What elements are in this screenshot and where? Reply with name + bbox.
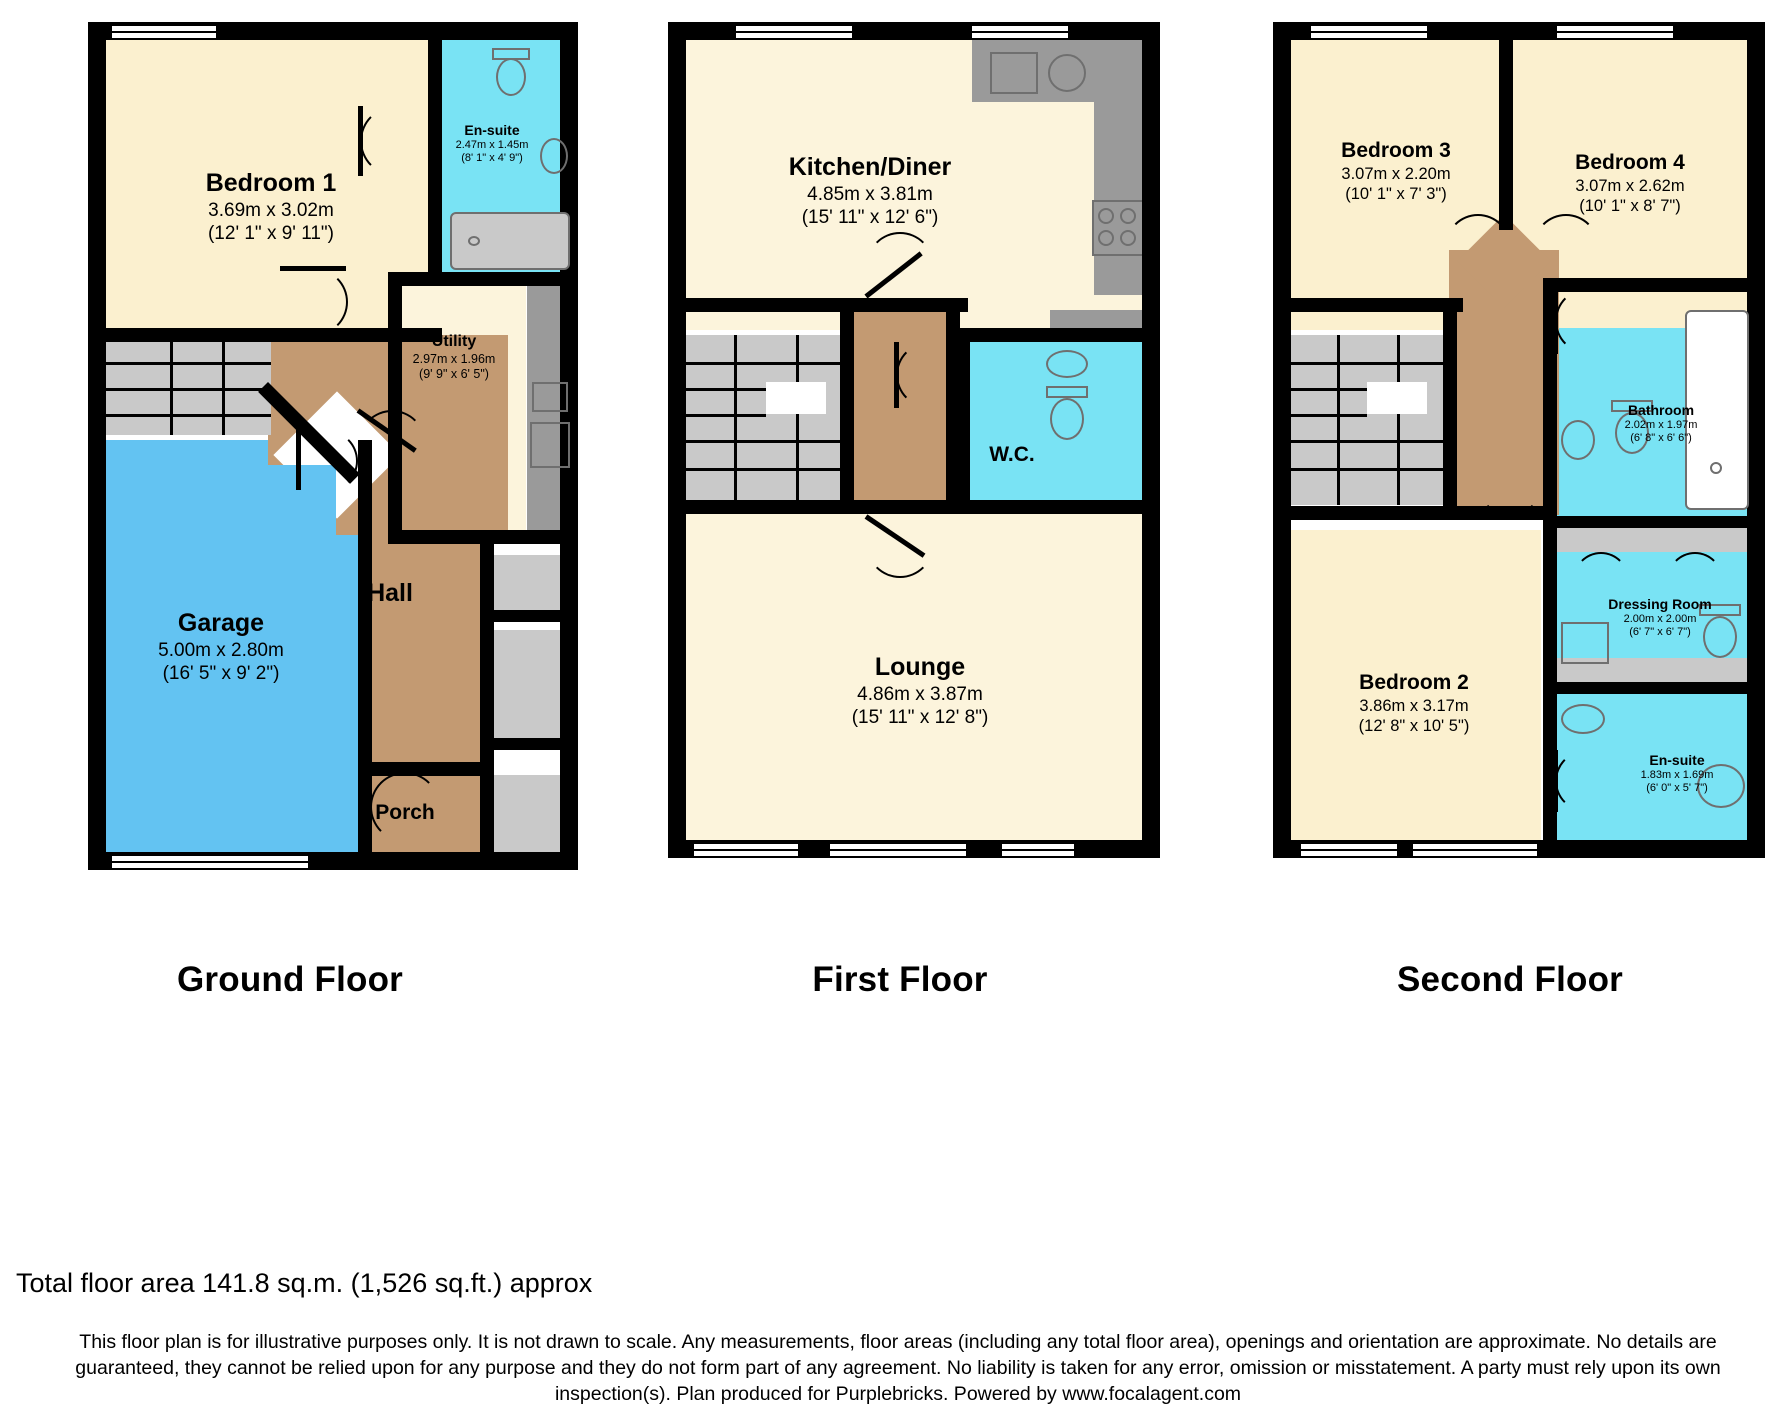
label-porch: Porch bbox=[375, 801, 435, 824]
second-floor-plan bbox=[1255, 10, 1785, 890]
door-ensuite-ground-leaf bbox=[358, 106, 363, 176]
label-bedroom-2: Bedroom 2 3.86m x 3.17m (12' 8" x 10' 5") bbox=[1358, 671, 1470, 735]
label-utility: Utility 2.97m x 1.96m (9' 9" x 6' 5") bbox=[412, 333, 496, 381]
door-ensuite-ground bbox=[360, 106, 430, 176]
stair-tread bbox=[796, 335, 799, 382]
label-hall: Hall bbox=[367, 579, 413, 607]
label-garage: Garage 5.00m x 2.80m (16' 5" x 9' 2") bbox=[158, 609, 284, 684]
stair-tread bbox=[796, 414, 799, 505]
stair-tread bbox=[682, 468, 847, 471]
bathtub-icon bbox=[1685, 310, 1749, 510]
toilet-icon bbox=[1615, 412, 1649, 454]
kitchen-inner-cut bbox=[972, 102, 1094, 295]
wall-utility-top bbox=[388, 272, 578, 286]
sink-icon bbox=[540, 138, 568, 174]
door-wardrobe-top-2 bbox=[1667, 552, 1723, 608]
label-ensuite-ground: En-suite 2.47m x 1.45m (8' 1" x 4' 9") bbox=[455, 122, 529, 165]
door-bedroom2 bbox=[1477, 450, 1543, 516]
label-bedroom-4: Bedroom 4 3.07m x 2.62m (10' 1" x 8' 7") bbox=[1575, 151, 1685, 215]
door-bedroom4 bbox=[1533, 214, 1599, 280]
second-floor-title: Second Floor bbox=[1396, 960, 1624, 999]
door-garage-leaf bbox=[296, 428, 301, 490]
stair-tread bbox=[1397, 414, 1400, 505]
first-floor-title: First Floor bbox=[812, 960, 988, 999]
stair-tread bbox=[222, 335, 225, 435]
room-bedroom-2 bbox=[1287, 530, 1541, 856]
wall-cupboard-split-2 bbox=[480, 738, 578, 750]
shower-tray-icon bbox=[1561, 622, 1609, 664]
door-garage-internal bbox=[296, 430, 358, 492]
label-bathroom: Bathroom 2.02m x 1.97m (6' 8" x 6' 6") bbox=[1624, 402, 1698, 445]
window-bedroom2-1 bbox=[1299, 842, 1399, 858]
wall-landing-left bbox=[840, 298, 854, 514]
door-bedroom1 bbox=[280, 268, 348, 336]
toilet-cistern-icon bbox=[1046, 386, 1088, 398]
door-porch bbox=[370, 772, 440, 842]
label-bedroom-1: Bedroom 1 3.69m x 3.02m (12' 1" x 9' 11") bbox=[205, 169, 337, 244]
stair-tread bbox=[106, 414, 271, 417]
wall-bed3-bed4 bbox=[1499, 22, 1513, 230]
door-wc bbox=[896, 342, 962, 408]
wall-utility-bottom bbox=[388, 530, 578, 544]
wc-sink-icon bbox=[1046, 350, 1088, 378]
door-porch-leaf bbox=[370, 770, 440, 775]
stair-tread bbox=[106, 388, 271, 391]
wall-bathroom-dressing bbox=[1543, 516, 1765, 528]
wall-cupboard-split-1 bbox=[480, 610, 578, 622]
window-lounge-3 bbox=[1000, 842, 1076, 858]
utility-sink-icon bbox=[532, 382, 568, 412]
first-landing bbox=[847, 310, 957, 510]
first-floor-plan bbox=[650, 10, 1180, 890]
exterior-wall-right bbox=[1747, 22, 1765, 858]
stair-tread bbox=[682, 414, 766, 417]
wall-landing-left bbox=[1443, 298, 1457, 516]
total-floor-area: Total floor area 141.8 sq.m. (1,526 sq.ft.) approx bbox=[16, 1268, 593, 1298]
window-bedroom3 bbox=[1309, 24, 1429, 40]
stair-tread bbox=[1337, 335, 1340, 505]
garage-bay bbox=[106, 465, 336, 865]
label-kitchen-diner: Kitchen/Diner 4.85m x 3.81m (15' 11" x 12' 6") bbox=[788, 153, 952, 228]
exterior-wall-left bbox=[1273, 22, 1291, 858]
wall-utility-left bbox=[388, 272, 402, 544]
stair-tread bbox=[734, 335, 737, 505]
room-bedroom-1 bbox=[106, 40, 436, 330]
door-ensuite-second-leaf bbox=[1553, 750, 1558, 812]
toilet-cistern-icon bbox=[1611, 400, 1653, 412]
label-bedroom-3: Bedroom 3 3.07m x 2.20m (10' 1" x 7' 3") bbox=[1341, 139, 1451, 203]
window-bedroom4 bbox=[1555, 24, 1675, 40]
door-bedroom1-leaf bbox=[280, 266, 346, 271]
wall-bed3-bottom bbox=[1273, 298, 1463, 312]
window-kitchen bbox=[734, 24, 854, 40]
window-lounge-1 bbox=[692, 842, 800, 858]
wall-hall-right bbox=[480, 544, 494, 870]
wall-wc-top bbox=[956, 328, 1160, 342]
toilet-icon bbox=[496, 58, 526, 96]
exterior-wall-left bbox=[668, 22, 686, 858]
ground-stairs-block bbox=[106, 335, 271, 435]
door-bedroom2-leaf bbox=[1477, 512, 1543, 517]
window-lounge-2 bbox=[828, 842, 968, 858]
stair-tread bbox=[1287, 388, 1367, 391]
exterior-wall-left bbox=[88, 22, 106, 870]
window-kitchen-2 bbox=[970, 24, 1070, 40]
bathtub-drain-icon bbox=[1710, 462, 1722, 474]
stair-tread bbox=[106, 362, 271, 365]
wall-landing-bottom bbox=[668, 500, 1160, 514]
door-ensuite-second bbox=[1555, 750, 1617, 812]
label-ensuite-second: En-suite 1.83m x 1.69m (6' 0" x 5' 7") bbox=[1640, 752, 1714, 795]
stair-tread bbox=[1287, 414, 1367, 417]
window-garage-door bbox=[110, 854, 310, 870]
stair-tread bbox=[1287, 440, 1447, 443]
stair-tread bbox=[1287, 468, 1447, 471]
stair-void bbox=[766, 382, 826, 414]
wall-bed1-ensuite bbox=[428, 22, 442, 282]
bathtub-drain-icon bbox=[468, 236, 480, 246]
sink-icon bbox=[1561, 420, 1595, 460]
toilet-cistern-icon bbox=[492, 48, 530, 60]
ground-floor-title: Ground Floor bbox=[177, 960, 403, 999]
stair-tread bbox=[170, 335, 173, 435]
label-dressing-room: Dressing Room 2.00m x 2.00m (6' 7" x 6' 7") bbox=[1608, 596, 1712, 639]
stair-tread bbox=[682, 440, 847, 443]
door-bedroom3 bbox=[1445, 214, 1511, 280]
kitchen-sink-bowl-icon bbox=[1048, 54, 1086, 92]
stair-tread bbox=[682, 362, 847, 365]
ground-floor-plan bbox=[40, 10, 570, 890]
ensuite-basin-icon bbox=[1697, 764, 1745, 808]
window-bedroom1 bbox=[110, 24, 218, 40]
stair-tread bbox=[682, 388, 766, 391]
ensuite-sink-icon bbox=[1561, 704, 1605, 734]
hob-outline-icon bbox=[1092, 200, 1144, 256]
kitchen-sink-icon bbox=[990, 52, 1038, 94]
door-bathroom bbox=[1555, 288, 1621, 354]
exterior-wall-right bbox=[1142, 22, 1160, 858]
stair-tread bbox=[1287, 362, 1447, 365]
first-stairs-block bbox=[682, 335, 847, 505]
label-lounge: Lounge 4.86m x 3.87m (15' 11" x 12' 8") bbox=[851, 653, 989, 728]
window-bedroom2-2 bbox=[1411, 842, 1539, 858]
door-wardrobe-top bbox=[1573, 552, 1629, 608]
wall-kitchen-bottom bbox=[668, 298, 968, 312]
door-bathroom-leaf bbox=[1553, 288, 1558, 354]
label-wc: W.C. bbox=[989, 443, 1035, 466]
door-wc-leaf bbox=[894, 342, 899, 408]
toilet-icon bbox=[1050, 398, 1084, 440]
wall-landing-right bbox=[946, 298, 960, 514]
disclaimer-text: This floor plan is for illustrative purposes only. It is not drawn to scale. Any measurements, floor areas (including any total floor area), openings and orientation are approximate. No details are guaranteed, they cannot be relied upon for any purpose and they do not form part of any agreement. No liability is taken for any error, omission or misstatement. A party must rely upon its own inspection(s). Plan produced for Purplebricks. Powered by www.focalagent.com bbox=[75, 1331, 1721, 1405]
toilet-icon bbox=[1703, 616, 1737, 658]
stair-tread bbox=[1397, 335, 1400, 382]
utility-appliance-icon bbox=[530, 422, 570, 468]
second-stairs-block bbox=[1287, 335, 1447, 505]
stair-void bbox=[1367, 382, 1427, 414]
wall-dressing-ensuite bbox=[1543, 682, 1765, 694]
